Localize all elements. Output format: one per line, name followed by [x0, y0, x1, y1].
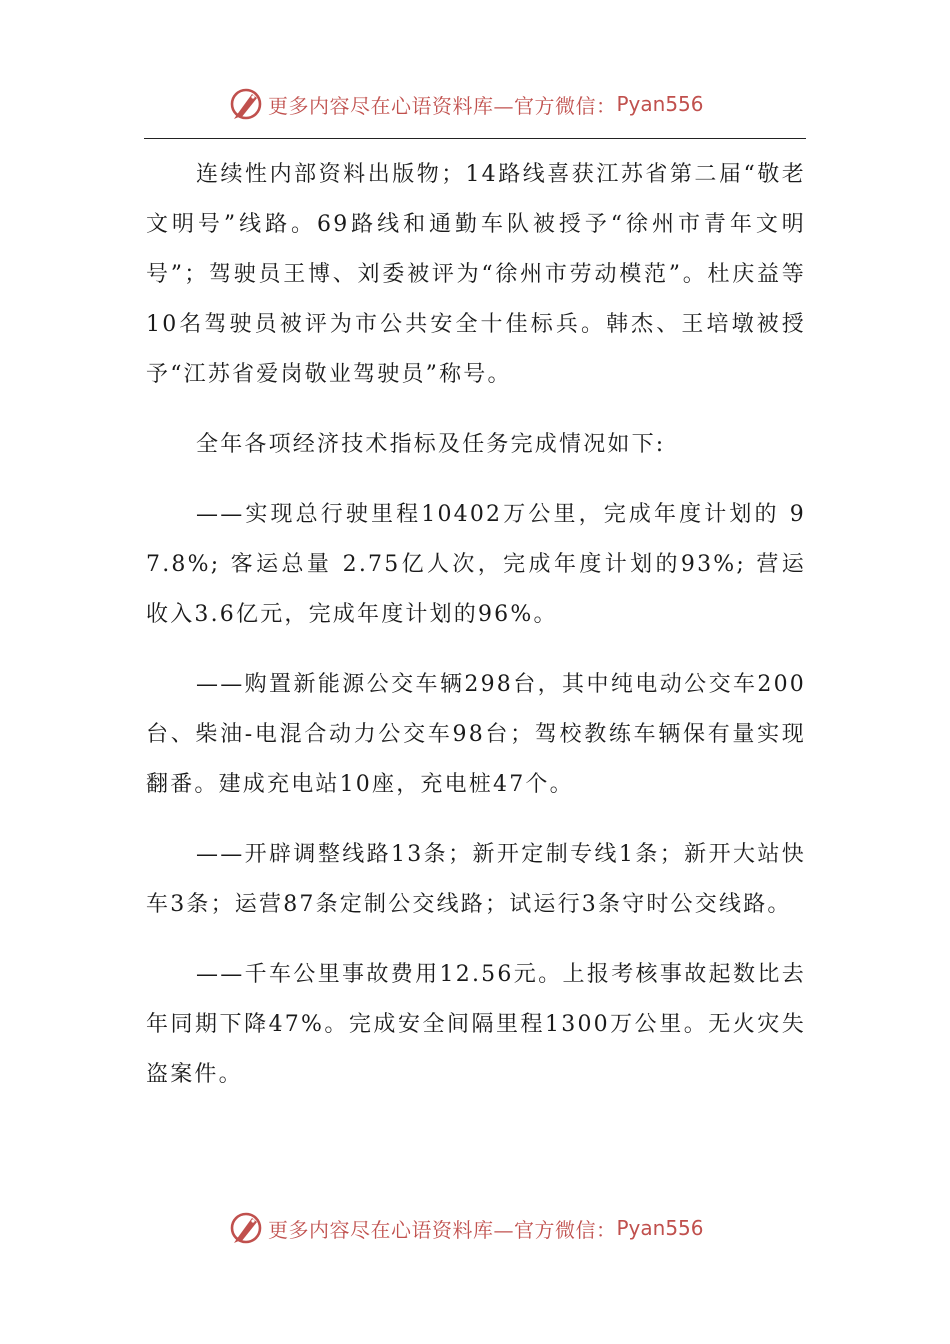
header-watermark	[228, 84, 704, 124]
pen-nib-logo-icon	[228, 86, 264, 122]
paragraph: 连续性内部资料出版物；14路线喜获江苏省第二届“敬老文明号”线路。69路线和通勤车队被授予“徐州市青年文明号”；驾驶员王博、刘委被评为“徐州市劳动模范”。杜庆益等10名驾驶员被评为市公共安全十佳标兵。韩杰、王培墩被授予“江苏省爱岗敬业驾驶员”称号。	[146, 162, 806, 387]
paragraph: ——实现总行驶里程10402万公里，完成年度计划的 97.8%; 客运总量 2.75亿人次，完成年度计划的93%; 营运收入3.6亿元，完成年度计划的96%。	[146, 502, 806, 627]
document-body	[146, 150, 806, 1120]
watermark-handle: Pyan556	[616, 92, 704, 116]
footer-watermark	[228, 1208, 704, 1248]
watermark-handle: Pyan556	[616, 1216, 704, 1240]
watermark-text: 更多内容尽在心语资料库—官方微信：	[268, 1217, 617, 1242]
paragraph: ——开辟调整线路13条；新开定制专线1条；新开大站快车3条；运营87条定制公交线路；试运行3条守时公交线路。	[146, 842, 806, 917]
pen-nib-logo-icon	[228, 1210, 264, 1246]
paragraph: ——购置新能源公交车辆298台，其中纯电动公交车200台、柴油-电混合动力公交车98台；驾校教练车辆保有量实现翻番。建成充电站10座，充电桩47个。	[146, 672, 806, 797]
header-divider	[144, 138, 806, 139]
watermark-text: 更多内容尽在心语资料库—官方微信：	[268, 93, 617, 118]
paragraph: ——千车公里事故费用12.56元。上报考核事故起数比去年同期下降47%。完成安全间隔里程1300万公里。无火灾失盗案件。	[146, 962, 806, 1087]
paragraph: 全年各项经济技术指标及任务完成情况如下:	[196, 432, 666, 457]
